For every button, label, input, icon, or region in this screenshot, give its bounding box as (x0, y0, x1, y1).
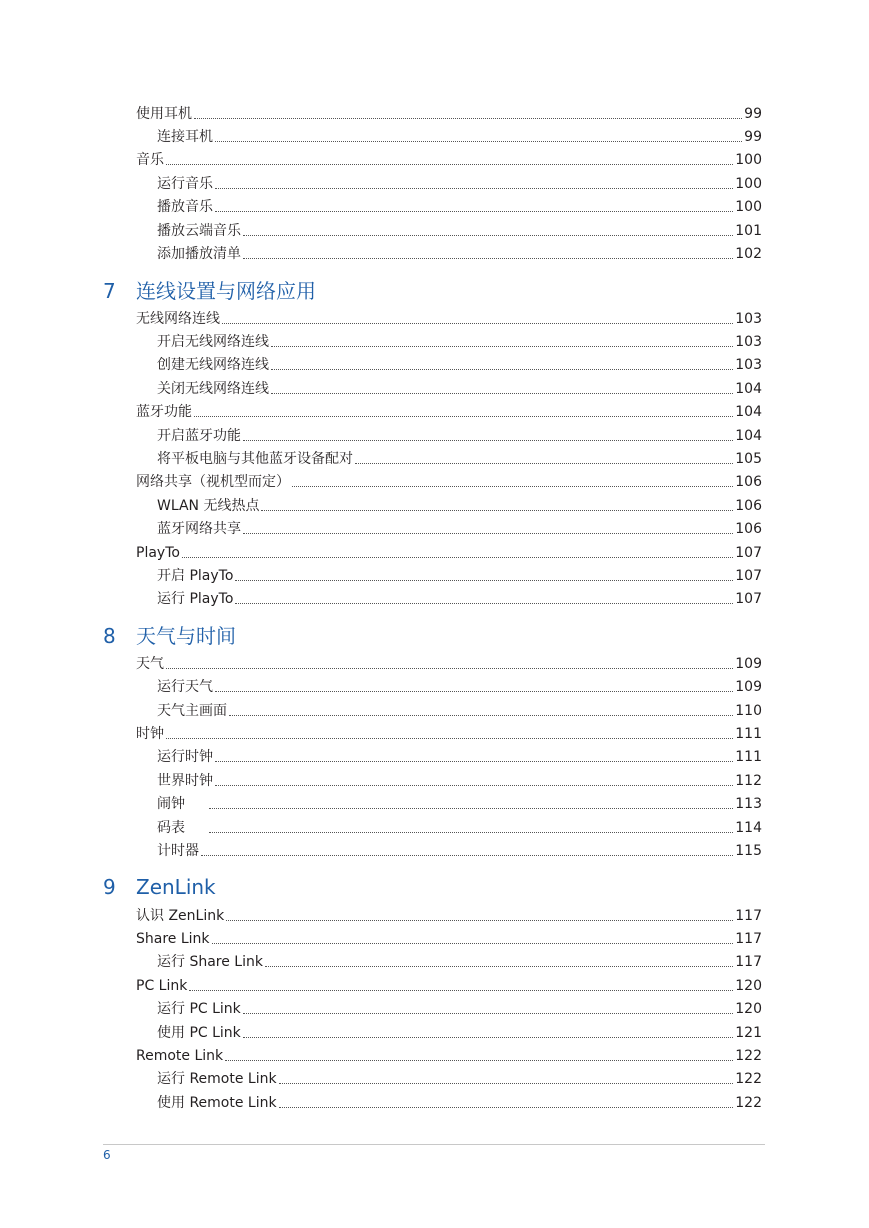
toc-entry[interactable] (0, 329, 762, 351)
chapter-heading[interactable] (103, 873, 216, 899)
toc-entry-page: 117 (735, 931, 762, 947)
toc-entry-page: 117 (735, 908, 762, 924)
dot-leader (166, 667, 733, 669)
toc-entry-page: 120 (735, 978, 762, 994)
dot-leader (279, 1082, 734, 1084)
toc-entry[interactable] (0, 446, 762, 468)
toc-entry[interactable] (0, 674, 762, 696)
dot-leader (212, 942, 734, 944)
dot-leader (209, 807, 733, 809)
dot-leader (166, 163, 733, 165)
dot-leader (215, 690, 733, 692)
chapter-number: 7 (103, 279, 116, 303)
dot-leader (215, 210, 733, 212)
toc-entry-label: 关闭无线网络连线 (157, 381, 269, 397)
toc-entry-page: 107 (735, 545, 762, 561)
toc-entry-page: 99 (744, 106, 762, 122)
toc-entry-page: 102 (735, 246, 762, 262)
dot-leader (243, 234, 733, 236)
toc-entry-label: 天气 (136, 656, 164, 672)
dot-leader (201, 854, 733, 856)
toc-entry-label: 开启 PlayTo (157, 568, 234, 584)
toc-entry[interactable] (0, 586, 762, 608)
toc-entry-label: WLAN 无线热点 (157, 498, 260, 514)
dot-leader (235, 602, 733, 604)
toc-entry-page: 107 (735, 591, 762, 607)
toc-entry-label: 天气主画面 (157, 703, 227, 719)
chapter-heading[interactable] (103, 277, 316, 303)
dot-leader (235, 579, 733, 581)
dot-leader (243, 532, 733, 534)
toc-entry-label: PC Link (136, 978, 188, 994)
toc-entry-label: 音乐 (136, 152, 164, 168)
dot-leader (271, 392, 733, 394)
dot-leader (229, 714, 733, 716)
toc-entry-label: 连接耳机 (157, 129, 213, 145)
dot-leader (225, 1059, 733, 1061)
toc-entry-page: 103 (735, 311, 762, 327)
dot-leader (222, 322, 733, 324)
toc-entry[interactable] (0, 791, 762, 813)
toc-entry-page: 115 (735, 843, 762, 859)
toc-entry-page: 106 (735, 521, 762, 537)
toc-entry-page: 104 (735, 381, 762, 397)
toc-entry[interactable] (0, 399, 762, 421)
dot-leader (265, 965, 733, 967)
toc-entry[interactable] (0, 241, 762, 263)
toc-entry-label: 运行音乐 (157, 176, 213, 192)
chapter-title: 天气与时间 (136, 624, 236, 648)
toc-entry[interactable] (0, 1043, 762, 1065)
dot-leader (166, 737, 733, 739)
chapter-number: 8 (103, 624, 116, 648)
toc-entry-page: 117 (735, 954, 762, 970)
toc-entry-page: 122 (735, 1071, 762, 1087)
toc-entry[interactable] (0, 306, 762, 328)
toc-entry-page: 111 (735, 726, 762, 742)
toc-entry-page: 99 (744, 129, 762, 145)
toc-entry[interactable] (0, 721, 762, 743)
toc-entry-page: 109 (735, 656, 762, 672)
toc-entry-label: 计时器 (157, 843, 199, 859)
toc-entry-page: 122 (735, 1048, 762, 1064)
toc-entry-page: 111 (735, 749, 762, 765)
dot-leader (355, 462, 733, 464)
toc-entry-label: 认识 ZenLink (136, 908, 225, 924)
toc-entry[interactable] (0, 1090, 762, 1112)
dot-leader (271, 345, 733, 347)
toc-entry-page: 105 (735, 451, 762, 467)
toc-entry[interactable] (0, 563, 762, 585)
dot-leader (271, 368, 733, 370)
toc-entry-page: 100 (735, 199, 762, 215)
toc-entry[interactable] (0, 698, 762, 720)
dot-leader (292, 485, 733, 487)
dot-leader (243, 257, 733, 259)
footer-divider (103, 1144, 765, 1145)
toc-entry[interactable] (0, 423, 762, 445)
toc-entry-label: PlayTo (136, 545, 180, 561)
toc-entry-label: 播放云端音乐 (157, 223, 241, 239)
toc-entry-page: 121 (735, 1025, 762, 1041)
toc-entry-label: 使用 PC Link (157, 1025, 241, 1041)
toc-entry-page: 100 (735, 152, 762, 168)
toc-entry[interactable] (0, 815, 762, 837)
toc-entry-label: 运行 Remote Link (157, 1071, 277, 1087)
toc-entry-page: 106 (735, 474, 762, 490)
chapter-title: ZenLink (136, 875, 216, 899)
toc-entry-label: 网络共享（视机型而定） (136, 474, 290, 490)
toc-entry-label: 蓝牙网络共享 (157, 521, 241, 537)
toc-entry[interactable] (0, 903, 762, 925)
toc-entry[interactable] (0, 124, 762, 146)
toc-entry-label: 运行 PC Link (157, 1001, 241, 1017)
dot-leader (209, 831, 733, 833)
dot-leader (279, 1106, 734, 1108)
toc-entry-page: 109 (735, 679, 762, 695)
dot-leader (215, 784, 733, 786)
toc-entry[interactable] (0, 101, 762, 123)
dot-leader (194, 415, 733, 417)
toc-entry[interactable] (0, 973, 762, 995)
toc-entry[interactable] (0, 926, 762, 948)
dot-leader (215, 760, 733, 762)
toc-entry[interactable] (0, 194, 762, 216)
page-number: 6 (103, 1148, 111, 1162)
dot-leader (243, 1036, 733, 1038)
toc-entry-label: Share Link (136, 931, 210, 947)
toc-entry-page: 114 (735, 820, 762, 836)
toc-entry-label: 创建无线网络连线 (157, 357, 269, 373)
toc-entry-page: 120 (735, 1001, 762, 1017)
toc-entry-page: 100 (735, 176, 762, 192)
toc-entry-label: 运行时钟 (157, 749, 213, 765)
toc-entry-label: 将平板电脑与其他蓝牙设备配对 (157, 451, 353, 467)
dot-leader (261, 509, 733, 511)
toc-entry-label: 时钟 (136, 726, 164, 742)
chapter-title: 连线设置与网络应用 (136, 279, 316, 303)
toc-entry-label: 世界时钟 (157, 773, 213, 789)
toc-entry[interactable] (0, 768, 762, 790)
dot-leader (215, 187, 733, 189)
toc-entry[interactable] (0, 218, 762, 240)
toc-entry-page: 122 (735, 1095, 762, 1111)
toc-entry-label: 无线网络连线 (136, 311, 220, 327)
toc-entry[interactable] (0, 352, 762, 374)
toc-entry-page: 104 (735, 428, 762, 444)
dot-leader (226, 919, 733, 921)
toc-entry[interactable] (0, 744, 762, 766)
toc-entry-label: Remote Link (136, 1048, 224, 1064)
toc-entry-page: 113 (735, 796, 762, 812)
dot-leader (243, 439, 733, 441)
toc-entry-label: 使用耳机 (136, 106, 192, 122)
toc-entry[interactable] (0, 1066, 762, 1088)
toc-entry-page: 101 (735, 223, 762, 239)
toc-entry[interactable] (0, 171, 762, 193)
toc-entry-label: 运行 PlayTo (157, 591, 234, 607)
toc-entry[interactable] (0, 1020, 762, 1042)
dot-leader (194, 117, 742, 119)
toc-entry-page: 106 (735, 498, 762, 514)
toc-entry-label: 开启无线网络连线 (157, 334, 269, 350)
dot-leader (215, 140, 742, 142)
toc-entry-page: 110 (735, 703, 762, 719)
toc-entry[interactable] (0, 838, 762, 860)
toc-entry-label: 开启蓝牙功能 (157, 428, 241, 444)
dot-leader (182, 556, 733, 558)
toc-entry[interactable] (0, 376, 762, 398)
dot-leader (189, 989, 733, 991)
toc-entry-label: 运行天气 (157, 679, 213, 695)
toc-entry[interactable] (0, 516, 762, 538)
toc-entry[interactable] (0, 949, 762, 971)
toc-entry-page: 104 (735, 404, 762, 420)
toc-entry-page: 103 (735, 357, 762, 373)
toc-entry-page: 112 (735, 773, 762, 789)
toc-entry-label: 使用 Remote Link (157, 1095, 277, 1111)
chapter-number: 9 (103, 875, 116, 899)
toc-entry[interactable] (0, 540, 762, 562)
toc-entry-label: 添加播放清单 (157, 246, 241, 262)
toc-entry-page: 103 (735, 334, 762, 350)
toc-entry[interactable] (0, 469, 762, 491)
toc-entry[interactable] (0, 147, 762, 169)
toc-entry-label: 播放音乐 (157, 199, 213, 215)
toc-entry-label: 运行 Share Link (157, 954, 263, 970)
toc-entry-label: 闹钟 (157, 796, 185, 812)
toc-entry-label: 蓝牙功能 (136, 404, 192, 420)
toc-entry[interactable] (0, 493, 762, 515)
toc-entry[interactable] (0, 996, 762, 1018)
toc-entry-page: 107 (735, 568, 762, 584)
toc-entry[interactable] (0, 651, 762, 673)
chapter-heading[interactable] (103, 622, 236, 648)
toc-entry-label: 码表 (157, 820, 185, 836)
dot-leader (243, 1012, 733, 1014)
